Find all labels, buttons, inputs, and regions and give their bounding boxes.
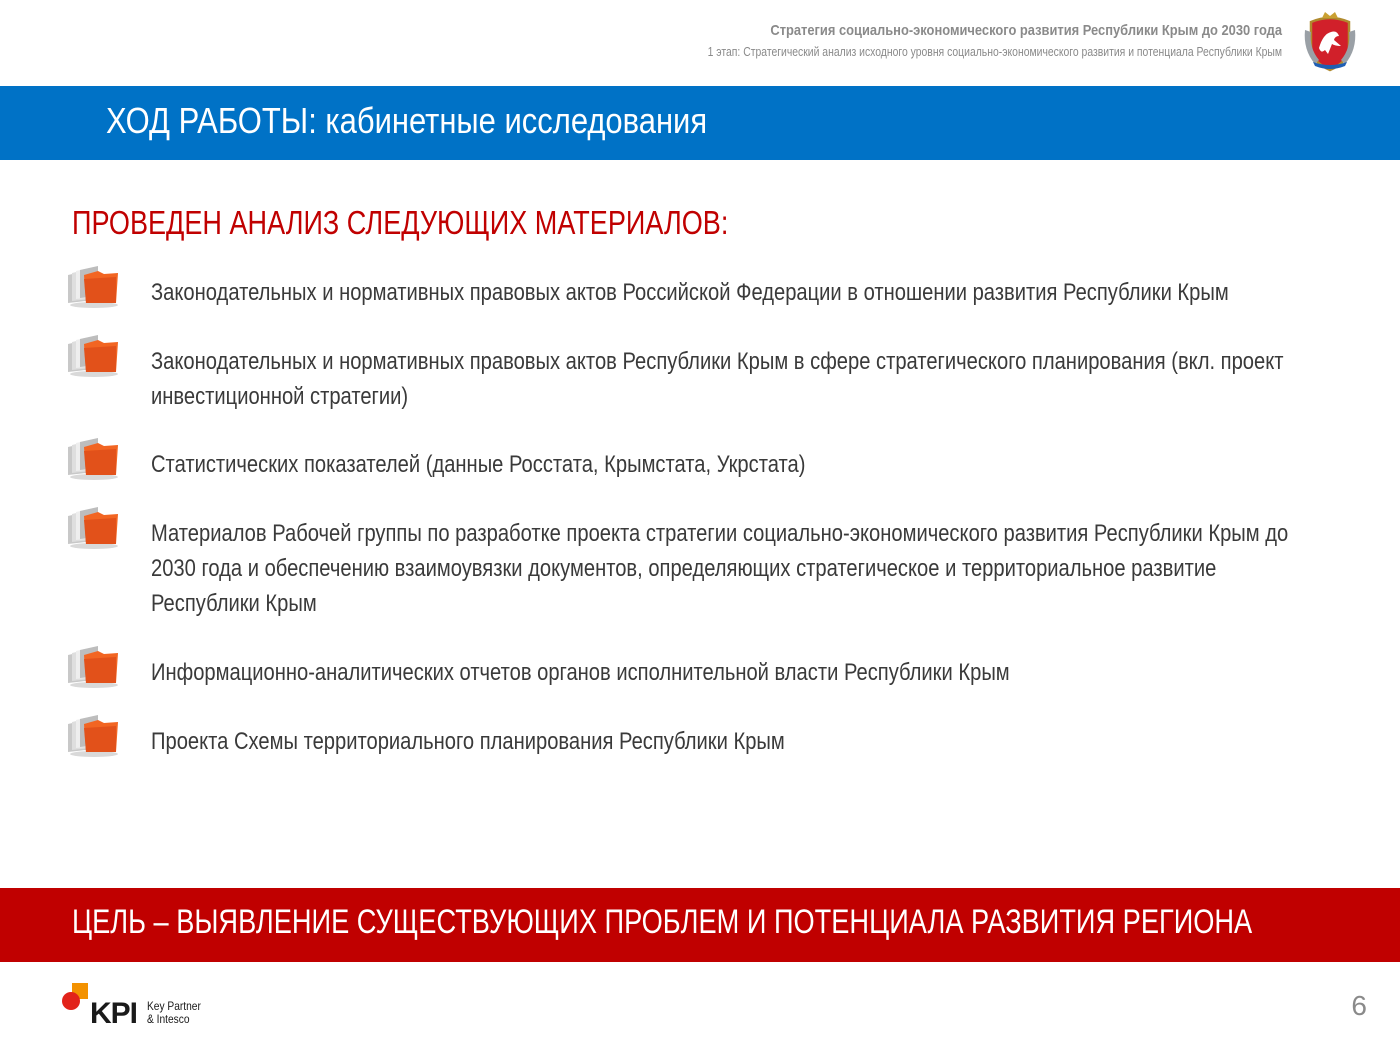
section-heading: ПРОВЕДЕН АНАЛИЗ СЛЕДУЮЩИХ МАТЕРИАЛОВ:: [72, 204, 729, 241]
banner-title: ХОД РАБОТЫ: кабинетные исследования: [106, 100, 708, 141]
logo-tagline-line: & Intesco: [147, 1012, 190, 1026]
list-item-text: Законодательных и нормативных правовых актов Российской Федерации в отношении развития Республики Крым: [151, 279, 1229, 306]
folder-stack-icon: [64, 265, 120, 309]
folder-stack-icon: [64, 437, 120, 481]
goal-banner: [0, 888, 1400, 962]
document-title: Стратегия социально-экономического развития Республики Крым до 2030 года: [770, 22, 1282, 39]
title-banner: [0, 86, 1400, 160]
folder-stack-icon: [64, 714, 120, 758]
logo-tagline-line: Key Partner: [147, 999, 201, 1013]
list-item-text: Материалов Рабочей группы по разработке проекта стратегии социально-экономического развития Республики Крым до 2030 года и обеспечению взаимоувязки документов, определяющих стратегическое и территориальное развитие Республики Крым: [151, 520, 1289, 617]
list-item-text: Статистических показателей (данные Росстата, Крымстата, Укрстата): [151, 451, 806, 478]
page-number: 6: [1351, 990, 1367, 1021]
folder-stack-icon: [64, 506, 120, 550]
kpi-logo: [62, 983, 212, 1029]
document-subtitle: 1 этап: Стратегический анализ исходного уровня социально-экономического развития и потенциала Республики Крым: [707, 44, 1282, 59]
header: [564, 22, 1282, 59]
list-item-text: Информационно-аналитических отчетов органов исполнительной власти Республики Крым: [151, 659, 1010, 686]
kpi-logo-icon: [62, 983, 92, 1029]
list-item-text: Проекта Схемы территориального планирования Республики Крым: [151, 728, 785, 755]
list-item-text: Законодательных и нормативных правовых актов Республики Крым в сфере стратегического планирования (вкл. проект инвестиционной стратегии): [151, 348, 1284, 410]
folder-stack-icon: [64, 645, 120, 689]
logo-text: KPI: [90, 997, 138, 1030]
crimea-coat-of-arms-icon: [1301, 10, 1359, 72]
logo-tagline: [147, 1000, 217, 1026]
goal-text: ЦЕЛЬ – ВЫЯВЛЕНИЕ СУЩЕСТВУЮЩИХ ПРОБЛЕМ И ПОТЕНЦИАЛА РАЗВИТИЯ РЕГИОНА: [72, 903, 1253, 941]
folder-stack-icon: [64, 334, 120, 378]
